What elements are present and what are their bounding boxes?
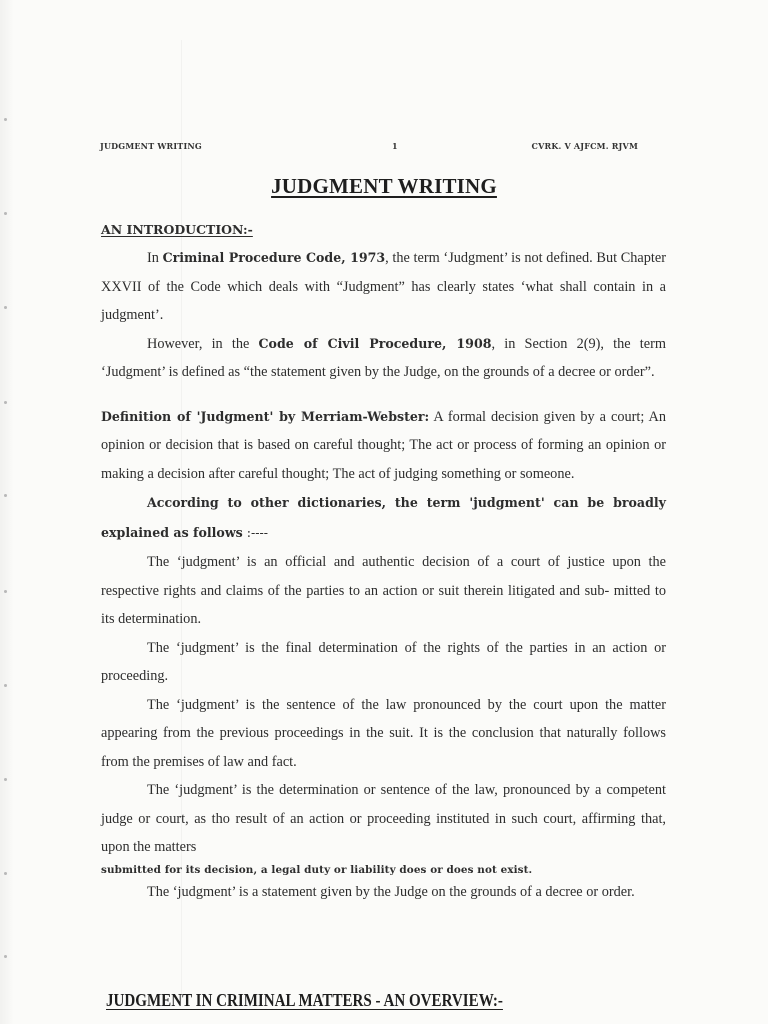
scan-margin-mark [4, 955, 7, 958]
scan-margin-mark [4, 684, 7, 687]
scan-margin-mark [4, 590, 7, 593]
dictionaries-paragraph [101, 488, 666, 548]
header-title: JUDGMENT WRITING [100, 141, 202, 151]
definition-text: A formal decision given by a court; An opinion or decision that is based on careful thought; The act or process of forming an opinion or making a decision after careful thought; The act of judging something or someone. [101, 408, 666, 482]
intro-p1-text-a: In [147, 250, 163, 266]
meaning-paragraph-5: The ‘judgment’ is a statement given by the Judge on the grounds of a decree or order. [147, 883, 635, 900]
scan-margin-mark [4, 494, 7, 497]
document-body [101, 216, 666, 906]
document-title: JUDGMENT WRITING [271, 174, 497, 198]
scan-margin-mark [4, 118, 7, 121]
running-header [100, 141, 638, 153]
dictionaries-suffix: :---- [242, 525, 269, 540]
intro-p1-text-b: , the term ‘Judgment’ is not defined. But Chapter XXVII of the Code which deals with “Judgment” has clearly states ‘what shall contain in a judgment’. [101, 250, 667, 323]
intro-p1-bold: Criminal Procedure Code, 1973 [162, 250, 386, 265]
intro-p2-text-a: However, in the [147, 335, 259, 352]
paragraph-gap [101, 387, 666, 403]
intro-paragraph-1 [101, 244, 666, 330]
intro-p2-text-b: , in Section 2(9), the term ‘Judgment’ is defined as “the statement given by the Judge, on the grounds of a decree or order”. [101, 335, 666, 380]
intro-p2-bold: Code of Civil Procedure, 1908 [258, 335, 492, 351]
definition-paragraph [101, 403, 666, 489]
scan-margin-mark [4, 306, 7, 309]
scan-margin-mark [4, 778, 7, 781]
meaning-paragraph-3: The ‘judgment’ is the sentence of the law pronounced by the court upon the matter appearing from the previous proceedings in the suit. It is the conclusion that naturally follows from the premises of law and fact. [101, 696, 666, 770]
dictionaries-text: According to other dictionaries, the term 'judgment' can be broadly explained as follows [101, 495, 666, 540]
scan-margin-mark [4, 872, 7, 875]
meaning-paragraph-1: The ‘judgment’ is an official and authentic decision of a court of justice upon the respective rights and claims of the parties to an action or suit therein litigated and sub- mitted to its determination. [101, 554, 666, 627]
page-number: 1 [392, 141, 398, 151]
scan-margin-mark [4, 212, 7, 215]
meaning-paragraph-4-tail: submitted for its decision, a legal duty or liability does or does not exist. [101, 863, 533, 876]
scan-margin-mark [4, 401, 7, 404]
intro-paragraph-2 [101, 330, 666, 387]
header-author: CVRK. V AJFCM. RJVM [531, 141, 638, 151]
meaning-paragraph-2: The ‘judgment’ is the final determination of the rights of the parties in an action or proceeding. [101, 639, 666, 684]
section-heading-criminal-matters: JUDGMENT IN CRIMINAL MATTERS - AN OVERVIEW:- [106, 990, 503, 1010]
meaning-paragraph-4: The ‘judgment’ is the determination or sentence of the law, pronounced by a competent judge or court, as tho result of an action or proceeding instituted in such court, affirming that, upon the matters [101, 782, 666, 855]
introduction-heading: AN INTRODUCTION:- [101, 222, 253, 237]
definition-label: Definition of 'Judgment' by Merriam-Webster: [101, 408, 430, 424]
